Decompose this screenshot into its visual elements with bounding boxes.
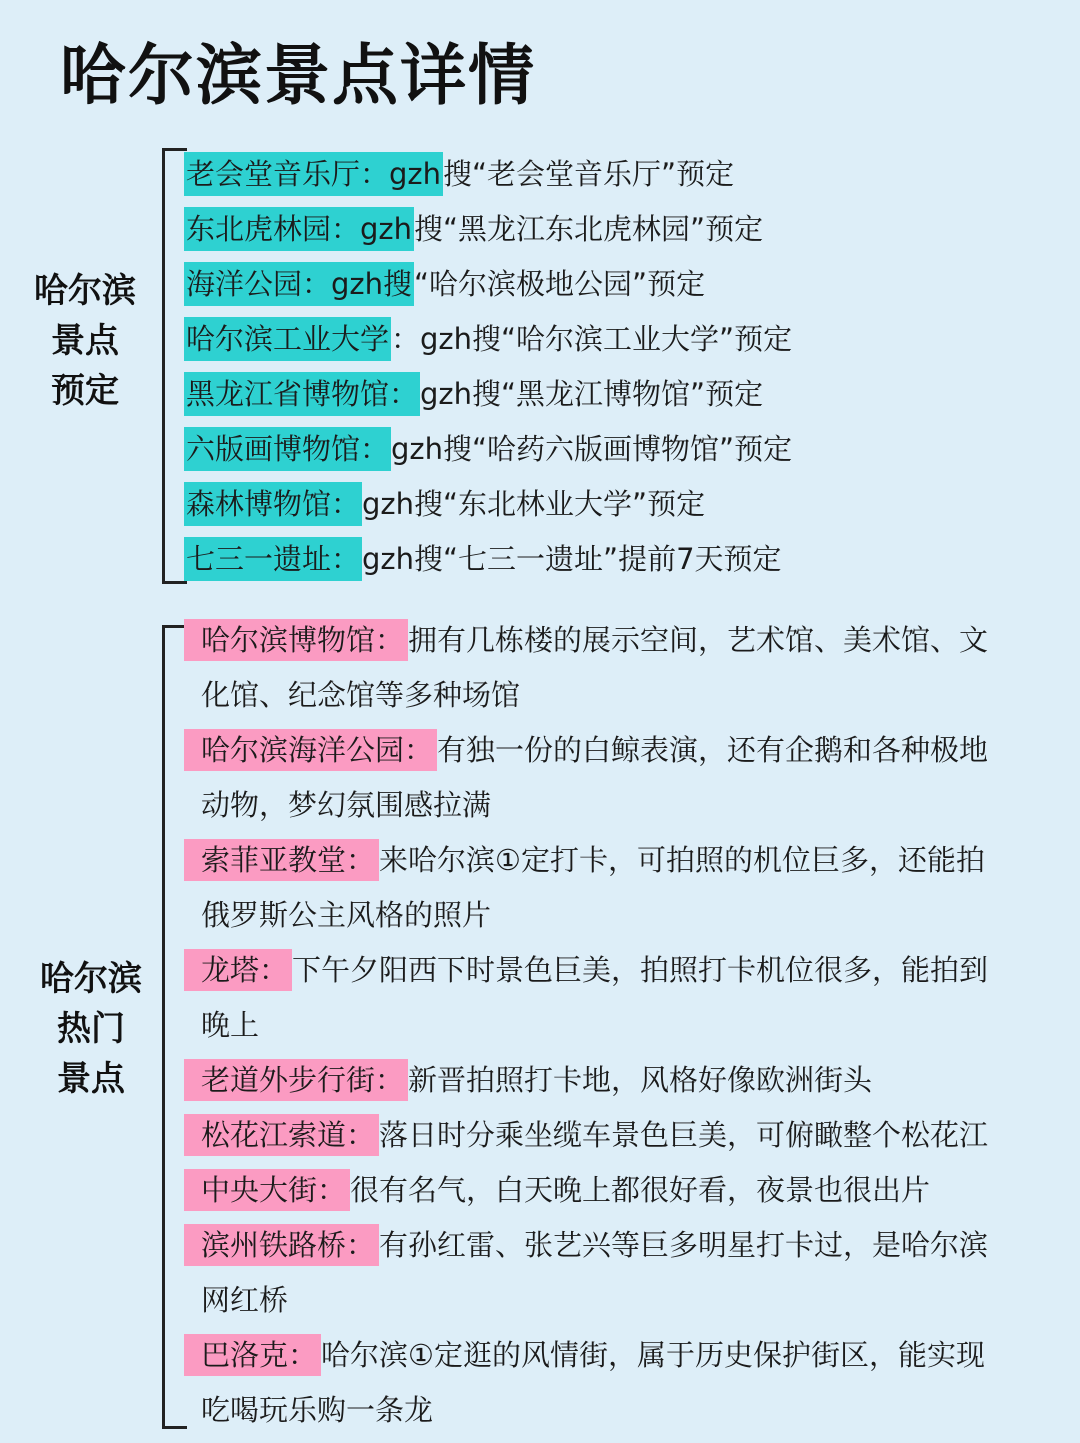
attraction-name: 索菲亚教堂： <box>184 839 379 881</box>
section2-label-line: 景点 <box>57 1059 125 1099</box>
booking-item-desc: 搜“老会堂音乐厅”预定 <box>443 156 735 191</box>
attraction-desc: 哈尔滨①定逛的风情街，属于历史保护街区，能实现 <box>321 1338 986 1372</box>
attraction-name: 龙塔： <box>184 949 292 991</box>
attraction-item <box>184 1163 1054 1218</box>
booking-item-desc: gzh搜“东北林业大学”预定 <box>362 486 706 521</box>
attraction-item <box>184 1053 1054 1108</box>
booking-item-desc: ：gzh搜“哈尔滨工业大学”预定 <box>391 321 793 356</box>
booking-item-desc: gzh搜“哈药六版画博物馆”预定 <box>391 431 793 466</box>
booking-item-name: 六版画博物馆： <box>184 427 391 471</box>
attraction-desc: 拥有几栋楼的展示空间，艺术馆、美术馆、文 <box>408 623 989 657</box>
attraction-item <box>184 943 1054 1053</box>
booking-item-name: 海洋公园：gzh搜 <box>184 262 414 306</box>
attraction-desc: 来哈尔滨①定打卡，可拍照的机位巨多，还能拍 <box>379 843 986 877</box>
section1-label-line: 预定 <box>51 371 119 411</box>
section1-label <box>22 266 148 416</box>
booking-item-name: 东北虎林园：gzh <box>184 207 414 251</box>
booking-item <box>184 146 792 201</box>
attraction-desc-cont: 网红桥 <box>201 1283 289 1317</box>
attraction-item <box>184 613 1054 723</box>
booking-item-desc: “哈尔滨极地公园”预定 <box>414 266 706 301</box>
attraction-name: 松花江索道： <box>184 1114 379 1156</box>
booking-item-name: 老会堂音乐厅：gzh <box>184 152 443 196</box>
attraction-name: 滨州铁路桥： <box>184 1224 379 1266</box>
attraction-name: 老道外步行街： <box>184 1059 408 1101</box>
booking-item-name: 哈尔滨工业大学 <box>184 317 391 361</box>
attraction-desc-cont: 动物，梦幻氛围感拉满 <box>201 788 492 822</box>
attraction-item <box>184 833 1054 943</box>
attraction-item <box>184 1108 1054 1163</box>
attraction-desc: 有独一份的白鲸表演，还有企鹅和各种极地 <box>437 733 989 767</box>
booking-item <box>184 421 792 476</box>
booking-item <box>184 531 792 586</box>
booking-item-desc: gzh搜“黑龙江博物馆”预定 <box>420 376 764 411</box>
attraction-name: 哈尔滨海洋公园： <box>184 729 437 771</box>
booking-item-name: 七三一遗址： <box>184 537 362 581</box>
attraction-desc-cont: 吃喝玩乐购一条龙 <box>201 1393 434 1427</box>
booking-item-desc: 搜“黑龙江东北虎林园”预定 <box>414 211 764 246</box>
attraction-item <box>184 1328 1054 1438</box>
booking-item-name: 森林博物馆： <box>184 482 362 526</box>
booking-item <box>184 256 792 311</box>
booking-item <box>184 311 792 366</box>
attraction-desc-cont: 晚上 <box>201 1008 260 1042</box>
booking-item <box>184 476 792 531</box>
attraction-desc: 新晋拍照打卡地，风格好像欧洲街头 <box>408 1063 873 1097</box>
booking-item <box>184 201 792 256</box>
booking-item-desc: gzh搜“七三一遗址”提前7天预定 <box>362 541 782 576</box>
attraction-name: 哈尔滨博物馆： <box>184 619 408 661</box>
page-title: 哈尔滨景点详情 <box>60 37 536 114</box>
attraction-desc-cont: 化馆、纪念馆等多种场馆 <box>201 678 521 712</box>
section2-label <box>28 954 154 1104</box>
attraction-name: 中央大街： <box>184 1169 350 1211</box>
section1-label-line: 景点 <box>51 321 119 361</box>
attraction-desc: 落日时分乘坐缆车景色巨美，可俯瞰整个松花江 <box>379 1118 989 1152</box>
attraction-item <box>184 723 1054 833</box>
attractions-list <box>184 613 1054 1438</box>
attraction-desc: 下午夕阳西下时景色巨美，拍照打卡机位很多，能拍到 <box>292 953 989 987</box>
attraction-name: 巴洛克： <box>184 1334 321 1376</box>
section2-label-line: 哈尔滨 <box>40 959 142 999</box>
section1-label-line: 哈尔滨 <box>34 271 136 311</box>
attraction-desc: 很有名气，白天晚上都很好看，夜景也很出片 <box>350 1173 931 1207</box>
booking-item <box>184 366 792 421</box>
attraction-desc: 有孙红雷、张艺兴等巨多明星打卡过，是哈尔滨 <box>379 1228 989 1262</box>
booking-list <box>184 146 792 586</box>
booking-item-name: 黑龙江省博物馆： <box>184 372 420 416</box>
attraction-desc-cont: 俄罗斯公主风格的照片 <box>201 898 492 932</box>
section2-label-line: 热门 <box>57 1009 125 1049</box>
attraction-item <box>184 1218 1054 1328</box>
